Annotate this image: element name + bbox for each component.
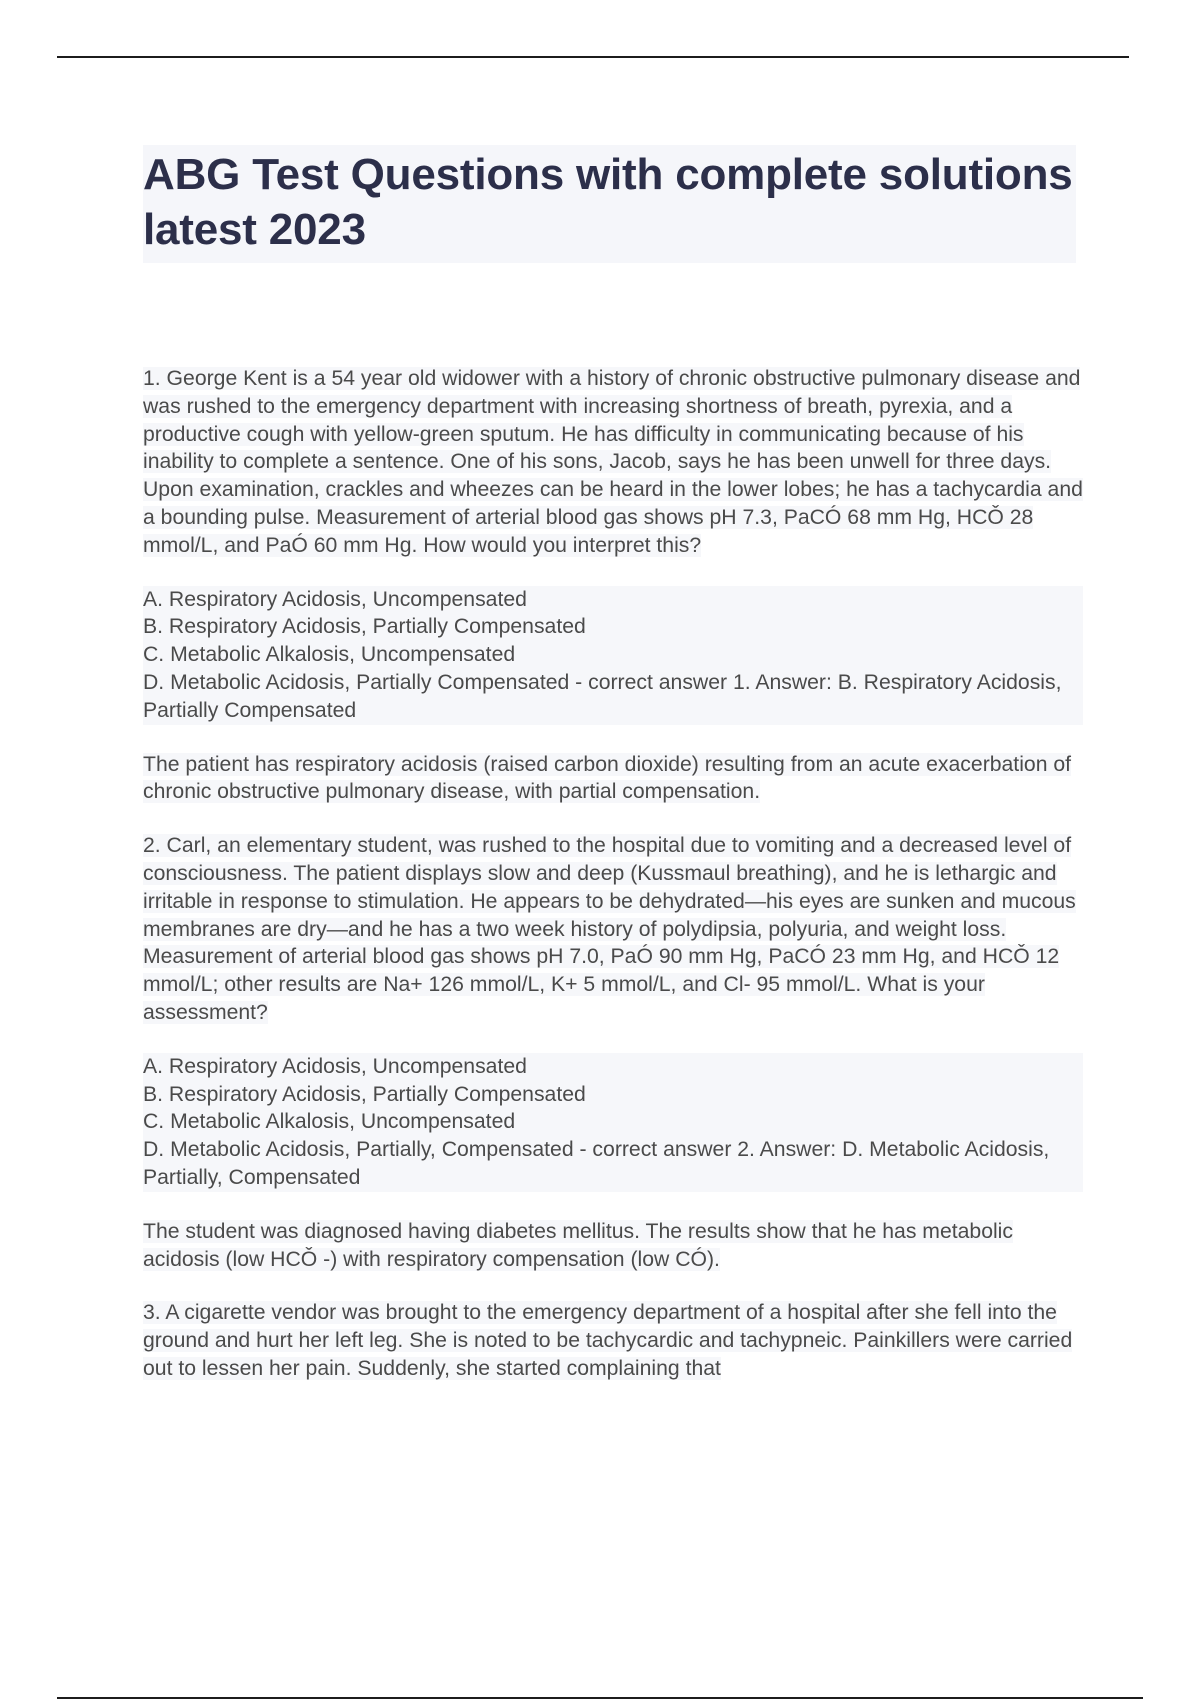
option-b: B. Respiratory Acidosis, Partially Compensated: [143, 1081, 1083, 1109]
footer-rule: [57, 1697, 1143, 1699]
option-b: B. Respiratory Acidosis, Partially Compensated: [143, 613, 1083, 641]
option-d-with-answer: D. Metabolic Acidosis, Partially Compensated - correct answer 1. Answer: B. Respiratory Acidosis, Partially Compensated: [143, 669, 1083, 725]
answer-options: [143, 1053, 1083, 1192]
explanation: The student was diagnosed having diabetes mellitus. The results show that he has metabolic acidosis (low HCǑ -) with respiratory compensation (low CÓ).: [143, 1219, 1013, 1271]
question-stem: 1. George Kent is a 54 year old widower with a history of chronic obstructive pulmonary disease and was rushed to the emergency department with increasing shortness of breath, pyrexia, and a productive cough with yellow-green sputum. He has difficulty in communicating because of his inability to complete a sentence. One of his sons, Jacob, says he has been unwell for three days. Upon examination, crackles and wheezes can be heard in the lower lobes; he has a tachycardia and a bounding pulse. Measurement of arterial blood gas shows pH 7.3, PaCÓ 68 mm Hg, HCǑ 28 mmol/L, and PaÓ 60 mm Hg. How would you interpret this?: [143, 367, 1083, 557]
explanation: The patient has respiratory acidosis (raised carbon dioxide) resulting from an acute exacerbation of chronic obstructive pulmonary disease, with partial compensation.: [143, 752, 1072, 804]
question-stem: 3. A cigarette vendor was brought to the emergency department of a hospital after she fell into the ground and hurt her left leg. She is noted to be tachycardic and tachypneic. Painkillers were carried out to lessen her pain. Suddenly, she started complaining that: [143, 1301, 1073, 1380]
question-3: [143, 1299, 1083, 1382]
header-rule: [57, 56, 1129, 58]
document-title: ABG Test Questions with complete solutions latest 2023: [143, 150, 1073, 254]
title-block: [143, 145, 1076, 263]
question-stem: 2. Carl, an elementary student, was rushed to the hospital due to vomiting and a decreased level of consciousness. The patient displays slow and deep (Kussmaul breathing), and he is lethargic and irritable in response to stimulation. He appears to be dehydrated—his eyes are sunken and mucous membranes are dry—and he has a two week history of polydipsia, polyuria, and weight loss. Measurement of arterial blood gas shows pH 7.0, PaÓ 90 mm Hg, PaCÓ 23 mm Hg, and HCǑ 12 mmol/L; other results are Na+ 126 mmol/L, K+ 5 mmol/L, and Cl- 95 mmol/L. What is your assessment?: [143, 834, 1076, 1024]
question-1: [143, 365, 1083, 806]
answer-options: [143, 586, 1083, 725]
option-d-with-answer: D. Metabolic Acidosis, Partially, Compensated - correct answer 2. Answer: D. Metabolic Acidosis, Partially, Compensated: [143, 1136, 1083, 1192]
option-c: C. Metabolic Alkalosis, Uncompensated: [143, 641, 1083, 669]
option-c: C. Metabolic Alkalosis, Uncompensated: [143, 1108, 1083, 1136]
document-body: [143, 365, 1083, 1383]
option-a: A. Respiratory Acidosis, Uncompensated: [143, 586, 1083, 614]
option-a: A. Respiratory Acidosis, Uncompensated: [143, 1053, 1083, 1081]
question-2: [143, 832, 1083, 1273]
